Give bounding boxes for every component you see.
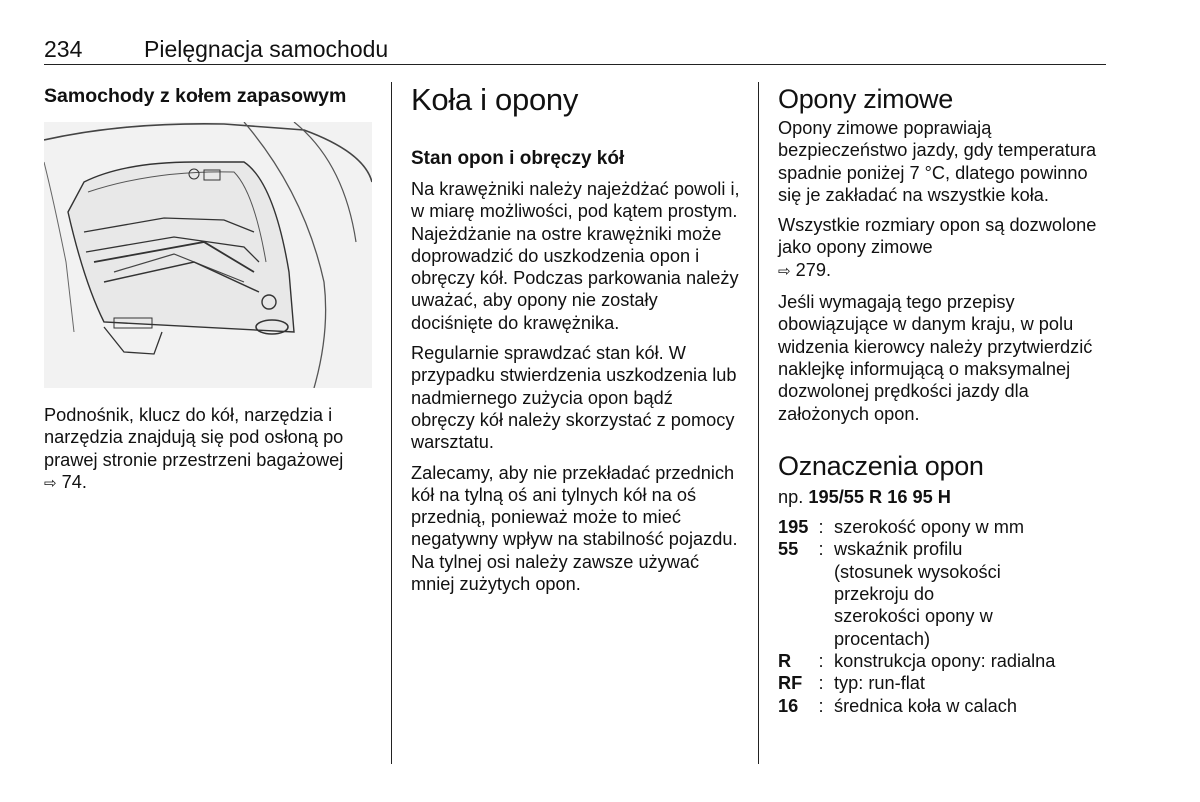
spec-value: typ: run-flat: [834, 673, 925, 694]
chapter-title: Koła i opony: [411, 82, 579, 117]
section-heading: Stan opon i obręczy kół: [411, 148, 625, 169]
spec-value: średnica koła w calach: [834, 695, 1017, 716]
spec-key: 16: [778, 695, 799, 716]
page-title: Pielęgnacja samochodu: [144, 36, 389, 62]
column-divider: [758, 82, 759, 764]
paragraph: Na krawężniki należy najeżdżać powoli i, w miarę możliwości, pod kątem prostym. Najeżdżanie na ostre krawężniki może doprowadzić do uszkodzenia opon i obręczy kół. Podczas parkowania należy uważać, aby opony nie zostały dociśnięte do krawężnika.: [411, 179, 740, 333]
example-prefix: np.: [778, 486, 804, 507]
example-line: [778, 486, 1108, 508]
figure-caption-text: Podnośnik, klucz do kół, narzędzia i narzędzia znajdują się pod osłoną po prawej stronie przestrzeni bagażowej: [44, 405, 344, 470]
section-title: Oznaczenia opon: [778, 450, 984, 481]
spec-key: RF: [778, 673, 803, 694]
column-left: [44, 82, 374, 495]
reference-page: 279.: [795, 259, 832, 280]
spec-row: [778, 538, 1108, 649]
figure-caption: [44, 404, 374, 495]
example-code: 195/55 R 16 95 H: [808, 486, 951, 507]
spec-value: konstrukcja opony: radialna: [834, 650, 1056, 671]
spec-key: 55: [778, 539, 799, 560]
spec-colon: :: [818, 517, 824, 538]
arrow-ref-icon: ⇨: [44, 474, 57, 492]
spec-colon: :: [818, 695, 824, 716]
page-header: [44, 36, 1106, 64]
reference-page: 74.: [61, 471, 87, 492]
spec-colon: :: [818, 650, 824, 671]
spec-key: 195: [778, 517, 809, 538]
header-divider: [44, 64, 1106, 65]
paragraph: Zalecamy, aby nie przekładać przednich kół na tylną oś ani tylnych kół na oś przednią, ponieważ może to mieć negatywny wpływ na stabilność pojazdu. Na tylnej osi należy zawsze używać mniej zużytych opon.: [411, 462, 738, 595]
spare-wheel-tools-illustration: [44, 122, 372, 388]
page-number: 234: [44, 36, 83, 62]
spec-row: [778, 672, 1108, 694]
spec-row: [778, 516, 1108, 538]
spec-list: [778, 516, 1108, 717]
arrow-ref-icon: ⇨: [778, 262, 791, 280]
spec-value: wskaźnik profilu (stosunek wysokości przekroju do szerokości opony w procentach): [834, 539, 1001, 649]
paragraph: Jeśli wymagają tego przepisy obowiązujące w danym kraju, w polu widzenia kierowcy należy przytwierdzić naklejkę informującą o maksymalnej dozwolonej prędkości jazdy dla założonych opon.: [778, 292, 1093, 424]
column-middle: [411, 82, 741, 595]
spec-key: R: [778, 650, 792, 671]
paragraph: [778, 214, 1108, 283]
spec-row: [778, 695, 1108, 717]
paragraph-text: Wszystkie rozmiary opon są dozwolone jako opony zimowe: [778, 215, 1097, 258]
trunk-compartment-drawing: [44, 122, 372, 388]
paragraph: Opony zimowe poprawiają bezpieczeństwo jazdy, gdy temperatura spadnie poniżej 7 °C, dlatego powinno się je zakładać na wszystkie koła.: [778, 118, 1097, 205]
spec-colon: :: [818, 539, 824, 560]
section-heading: Samochody z kołem zapasowym: [44, 85, 347, 107]
spec-colon: :: [818, 673, 824, 694]
column-divider: [391, 82, 392, 764]
paragraph: Regularnie sprawdzać stan kół. W przypadku stwierdzenia uszkodzenia lub nadmiernego zużycia opon bądź obręczy kół należy skorzystać z pomocy warsztatu.: [411, 343, 737, 453]
column-right: [778, 82, 1108, 717]
section-title: Opony zimowe: [778, 84, 953, 114]
spec-value: szerokość opony w mm: [834, 517, 1025, 538]
spec-row: [778, 650, 1108, 672]
